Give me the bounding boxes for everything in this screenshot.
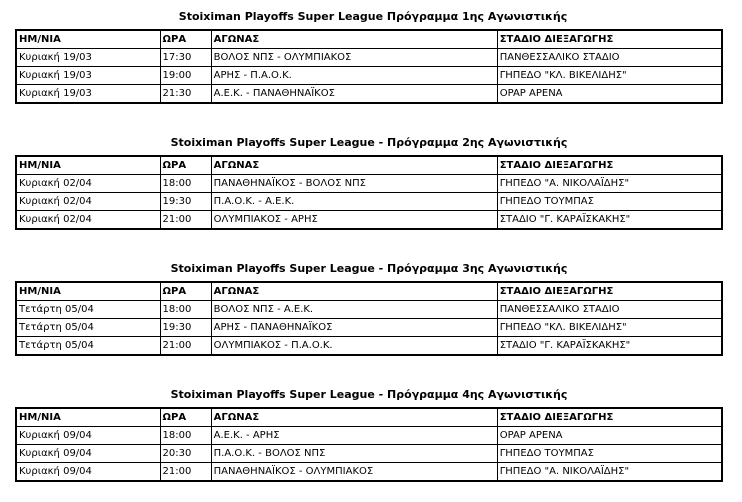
table-header-row bbox=[16, 282, 722, 301]
stadium-header: ΣΤΑΔΙΟ ΔΙΕΞΑΓΩΓΗΣ bbox=[497, 30, 722, 49]
date-cell: Κυριακή 09/04 bbox=[16, 427, 160, 445]
stadium-cell: ΓΗΠΕΔΟ "ΚΛ. ΒΙΚΕΛΙΔΗΣ" bbox=[497, 319, 722, 337]
schedule-table bbox=[15, 407, 723, 482]
time-cell: 17:30 bbox=[160, 49, 211, 67]
table-row bbox=[16, 427, 722, 445]
time-cell: 20:30 bbox=[160, 445, 211, 463]
stadium-cell: OPAP ΑΡΕΝΑ bbox=[497, 427, 722, 445]
stadium-cell: ΠΑΝΘΕΣΣΑΛΙΚΟ ΣΤΑΔΙΟ bbox=[497, 49, 722, 67]
date-cell: Κυριακή 02/04 bbox=[16, 211, 160, 230]
date-cell: Κυριακή 09/04 bbox=[16, 445, 160, 463]
time-cell: 21:00 bbox=[160, 211, 211, 230]
round-title: Stoiximan Playoffs Super League - Πρόγραμμα 3ης Αγωνιστικής bbox=[170, 262, 568, 275]
table-row bbox=[16, 85, 722, 104]
match-header: ΑΓΩΝΑΣ bbox=[211, 156, 497, 175]
time-cell: 19:30 bbox=[160, 319, 211, 337]
table-row bbox=[16, 211, 722, 230]
table-row bbox=[16, 445, 722, 463]
stadium-cell: OPAP ΑΡΕΝΑ bbox=[497, 85, 722, 104]
round-title: Stoiximan Playoffs Super League - Πρόγραμμα 4ης Αγωνιστικής bbox=[170, 388, 568, 401]
time-header: ΩΡΑ bbox=[160, 282, 211, 301]
round-2 bbox=[15, 133, 723, 230]
table-header-row bbox=[16, 30, 722, 49]
table-row bbox=[16, 319, 722, 337]
match-cell: ΑΡΗΣ - ΠΑΝΑΘΗΝΑΪΚΟΣ bbox=[211, 319, 497, 337]
time-cell: 21:30 bbox=[160, 85, 211, 104]
match-cell: ΑΡΗΣ - Π.Α.Ο.Κ. bbox=[211, 67, 497, 85]
round-3 bbox=[15, 259, 723, 356]
match-header: ΑΓΩΝΑΣ bbox=[211, 30, 497, 49]
stadium-cell: ΓΗΠΕΔΟ "Α. ΝΙΚΟΛΑΪΔΗΣ" bbox=[497, 175, 722, 193]
date-header: ΗΜ/ΝΙΑ bbox=[16, 156, 160, 175]
time-cell: 21:00 bbox=[160, 337, 211, 356]
table-row bbox=[16, 463, 722, 482]
table-header-row bbox=[16, 156, 722, 175]
date-cell: Τετάρτη 05/04 bbox=[16, 319, 160, 337]
date-cell: Κυριακή 19/03 bbox=[16, 67, 160, 85]
date-cell: Κυριακή 02/04 bbox=[16, 193, 160, 211]
schedule-table bbox=[15, 155, 723, 230]
round-1 bbox=[15, 7, 723, 104]
round-4 bbox=[15, 385, 723, 482]
stadium-header: ΣΤΑΔΙΟ ΔΙΕΞΑΓΩΓΗΣ bbox=[497, 156, 722, 175]
stadium-cell: ΠΑΝΘΕΣΣΑΛΙΚΟ ΣΤΑΔΙΟ bbox=[497, 301, 722, 319]
time-cell: 19:30 bbox=[160, 193, 211, 211]
table-header-row bbox=[16, 408, 722, 427]
match-cell: Π.Α.Ο.Κ. - Α.Ε.Κ. bbox=[211, 193, 497, 211]
table-row bbox=[16, 49, 722, 67]
date-cell: Κυριακή 02/04 bbox=[16, 175, 160, 193]
stadium-cell: ΣΤΑΔΙΟ "Γ. ΚΑΡΑΪΣΚΑΚΗΣ" bbox=[497, 211, 722, 230]
date-cell: Τετάρτη 05/04 bbox=[16, 337, 160, 356]
date-header: ΗΜ/ΝΙΑ bbox=[16, 30, 160, 49]
stadium-cell: ΓΗΠΕΔΟ "Α. ΝΙΚΟΛΑΪΔΗΣ" bbox=[497, 463, 722, 482]
time-cell: 18:00 bbox=[160, 301, 211, 319]
schedule-table bbox=[15, 281, 723, 356]
time-header: ΩΡΑ bbox=[160, 156, 211, 175]
stadium-cell: ΓΗΠΕΔΟ "ΚΛ. ΒΙΚΕΛΙΔΗΣ" bbox=[497, 67, 722, 85]
time-header: ΩΡΑ bbox=[160, 30, 211, 49]
table-row bbox=[16, 301, 722, 319]
match-cell: ΒΟΛΟΣ ΝΠΣ - Α.Ε.Κ. bbox=[211, 301, 497, 319]
stadium-cell: ΓΗΠΕΔΟ ΤΟΥΜΠΑΣ bbox=[497, 445, 722, 463]
date-cell: Κυριακή 19/03 bbox=[16, 49, 160, 67]
date-cell: Κυριακή 19/03 bbox=[16, 85, 160, 104]
match-header: ΑΓΩΝΑΣ bbox=[211, 282, 497, 301]
match-cell: ΟΛΥΜΠΙΑΚΟΣ - ΑΡΗΣ bbox=[211, 211, 497, 230]
stadium-header: ΣΤΑΔΙΟ ΔΙΕΞΑΓΩΓΗΣ bbox=[497, 282, 722, 301]
stadium-cell: ΣΤΑΔΙΟ "Γ. ΚΑΡΑΪΣΚΑΚΗΣ" bbox=[497, 337, 722, 356]
stadium-header: ΣΤΑΔΙΟ ΔΙΕΞΑΓΩΓΗΣ bbox=[497, 408, 722, 427]
date-cell: Κυριακή 09/04 bbox=[16, 463, 160, 482]
table-row bbox=[16, 337, 722, 356]
match-header: ΑΓΩΝΑΣ bbox=[211, 408, 497, 427]
match-cell: Α.Ε.Κ. - ΑΡΗΣ bbox=[211, 427, 497, 445]
time-cell: 21:00 bbox=[160, 463, 211, 482]
date-header: ΗΜ/ΝΙΑ bbox=[16, 408, 160, 427]
table-row bbox=[16, 175, 722, 193]
date-cell: Τετάρτη 05/04 bbox=[16, 301, 160, 319]
match-cell: Α.Ε.Κ. - ΠΑΝΑΘΗΝΑΪΚΟΣ bbox=[211, 85, 497, 104]
time-cell: 18:00 bbox=[160, 427, 211, 445]
table-row bbox=[16, 67, 722, 85]
match-cell: ΟΛΥΜΠΙΑΚΟΣ - Π.Α.Ο.Κ. bbox=[211, 337, 497, 356]
time-cell: 19:00 bbox=[160, 67, 211, 85]
date-header: ΗΜ/ΝΙΑ bbox=[16, 282, 160, 301]
time-header: ΩΡΑ bbox=[160, 408, 211, 427]
match-cell: Π.Α.Ο.Κ. - ΒΟΛΟΣ ΝΠΣ bbox=[211, 445, 497, 463]
round-title: Stoiximan Playoffs Super League Πρόγραμμα 1ης Αγωνιστικής bbox=[178, 10, 568, 23]
match-cell: ΒΟΛΟΣ ΝΠΣ - ΟΛΥΜΠΙΑΚΟΣ bbox=[211, 49, 497, 67]
table-row bbox=[16, 193, 722, 211]
stadium-cell: ΓΗΠΕΔΟ ΤΟΥΜΠΑΣ bbox=[497, 193, 722, 211]
match-cell: ΠΑΝΑΘΗΝΑΪΚΟΣ - ΟΛΥΜΠΙΑΚΟΣ bbox=[211, 463, 497, 482]
schedule-table bbox=[15, 29, 723, 104]
round-title: Stoiximan Playoffs Super League - Πρόγραμμα 2ης Αγωνιστικής bbox=[170, 136, 568, 149]
match-cell: ΠΑΝΑΘΗΝΑΪΚΟΣ - ΒΟΛΟΣ ΝΠΣ bbox=[211, 175, 497, 193]
time-cell: 18:00 bbox=[160, 175, 211, 193]
